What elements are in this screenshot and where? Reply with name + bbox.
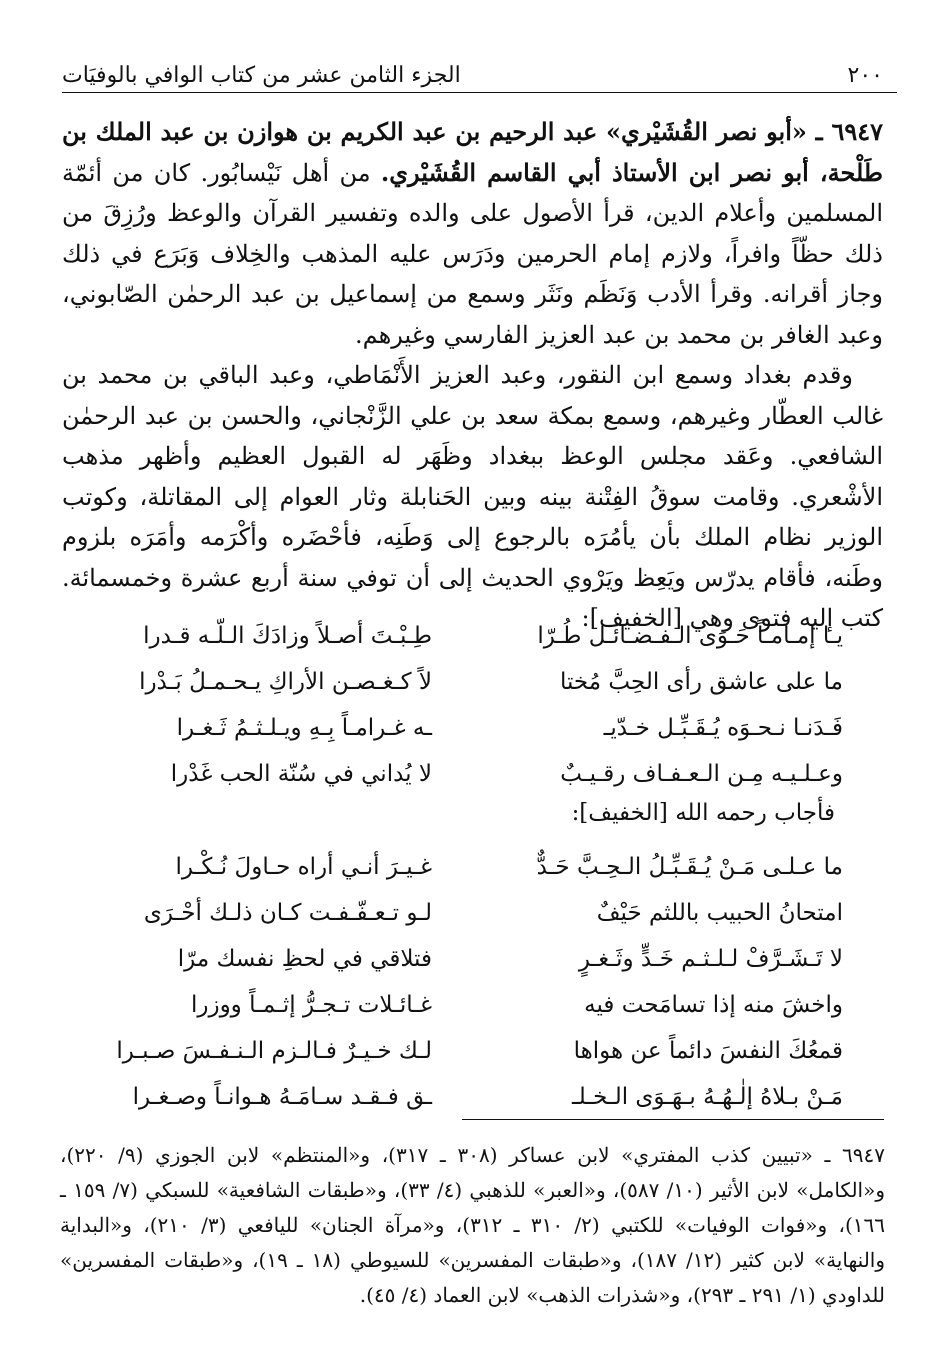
hemistich-second: ـق فـقـد سـامَـهُ هـوانـاً وصـغـرا <box>132 1084 432 1110</box>
poem-question <box>62 613 883 797</box>
hemistich-first: وعـلـيـه مِـن الـعـفـاف رقـيـبٌ <box>560 761 843 787</box>
verse <box>62 890 883 936</box>
verse <box>62 1074 883 1120</box>
entry-body <box>62 112 883 639</box>
verse <box>62 705 883 751</box>
verse <box>62 1028 883 1074</box>
hemistich-first: ما على عاشق رأى الحِبَّ مُختا <box>559 669 843 695</box>
hemistich-second: لاً كـغـصـن الأراكِ يـحـمـلُ بَـدْرا <box>139 669 432 695</box>
entry-paragraph-2: وقدم بغداد وسمع ابن النقور، وعبد العزيز الأَنْمَاطي، وعبد الباقي بن محمد بن غالب العطّار وغيرهم، وسمع بمكة سعد بن علي الزَّنْجاني، والحسن بن عبد الرحمٰن الشافعي. وعَقد مجلس الوعظ ببغداد وظَهَر له القبول العظيم وأظهر مذهب الأشْعري. وقامت سوقُ الفِتْنة بينه وبين الحَنابلة وثار العوام إلى المقاتلة، وكوتب الوزير نظام الملك بأن يأمُرَه بالرجوع إلى وَطَنِه، فأحْضَره وأكْرَمه وأمَرَه بلزوم وطَنه، فأقام يدرّس ويَعِظ ويَرْوي الحديث إلى أن توفي سنة أربع عشرة وخمسمائة. كتب إليه فتوى وهي [الخفيف]: <box>62 361 883 632</box>
verse <box>62 936 883 982</box>
hemistich-first: لا تَـشَـرَّفْ لـلـثـم خَـدٍّ وثَـغـرٍ <box>578 946 843 972</box>
header-divider <box>62 92 897 93</box>
verse <box>62 659 883 705</box>
hemistich-second: لـو تـعـفّـفـت كـان ذلـك أحْـرَى <box>143 900 432 926</box>
footnote: ٦٩٤٧ ـ «تبيين كذب المفتري» لابن عساكر (٣٠٨ ـ ٣١٧)، و«المنتظم» لابن الجوزي (٩/ ٢٢٠)، و«الكامل» لابن الأثير (١٠/ ٥٨٧)، و«العبر» للذهبي (٤/ ٣٣)، و«طبقات الشافعية» للسبكي (٧/ ١٥٩ ـ ١٦٦)، و«فوات الوفيات» للكتبي (٢/ ٣١٠ ـ ٣١٢)، و«مرآة الجنان» لليافعي (٣/ ٢١٠)، و«البداية والنهاية» لابن كثير (١٢/ ١٨٧)، و«طبقات المفسرين» للسيوطي (١٨ ـ ١٩)، و«طبقات المفسرين» للداودي (١/ ٢٩١ ـ ٢٩٣)، و«شذرات الذهب» لابن العماد (٤/ ٤٥). <box>60 1143 886 1307</box>
hemistich-first: واخشَ منه إذا تسامَحت فيه <box>584 992 843 1018</box>
hemistich-second: لـك خـيـرٌ فـالـزم الـنـفـسَ صـبـرا <box>116 1038 432 1064</box>
poem-answer <box>62 844 883 1120</box>
verse <box>62 613 883 659</box>
hemistich-first: ما عـلـى مَـنْ يُـقَـبِّـلُ الـحِـبَّ حَـدٌّ <box>536 854 843 880</box>
page-number: ٢٠٠ <box>847 63 883 88</box>
entry-paragraph-1-text: من أهل نَيْسابُور. كان من أئمّة المسلمين وأعلام الدين، قرأ الأصول على والده وتفسير القرآن والوعظ ورُزِقَ من ذلك حظّاً وافراً، ولازم إمام الحرمين ودَرَس عليه المذهب والخِلاف وَبَرَع في ذلك وجاز أقرانه. وقرأ الأدب وَنَظَم ونَثَر وسمع من إسماعيل بن عبد الرحمٰن الصّابوني، وعبد الغافر بن محمد بن عبد العزيز الفارسي وغيرهم. <box>62 158 883 349</box>
entry-title: ٦٩٤٧ ـ «أبو نصر القُشَيْري» عبد الرحيم بن عبد الكريم بن هوازن بن عبد الملك بن طَلْحة، أبو نصر ابن الأستاذ أبي القاسم القُشَيْري. <box>62 117 884 187</box>
hemistich-first: يـا إمـامـاً حَـوَى الـفـضـائـل طُـرّا <box>537 623 843 649</box>
answer-intro: فأجاب رحمه الله [الخفيف]: <box>571 800 835 826</box>
hemistich-second: فتلاقي في لحظِ نفسك مرّا <box>177 946 432 972</box>
verse <box>62 844 883 890</box>
entry-paragraph-1 <box>62 112 883 355</box>
hemistich-second: طِـبْـتَ أصـلاً وزادَكَ الـلّـه قـدرا <box>143 623 432 649</box>
hemistich-second: ـه غـرامـاً بِـهِ ويـلـثـمُ ثَـغـرا <box>176 715 432 741</box>
hemistich-first: مَـنْ بـلاهُ إلٰـهُـهُ بـهَـوَى الـخـلـ <box>572 1084 843 1110</box>
hemistich-second: غـائـلات تـجـرُّ إثـمـاً ووزرا <box>190 992 432 1018</box>
hemistich-first: فَـدَنـا نـحـوَه يُـقَـبِّـل خـدّيـ <box>603 715 843 741</box>
verse <box>62 982 883 1028</box>
running-title: الجزء الثامن عشر من كتاب الوافي بالوفيَات <box>62 63 461 88</box>
page-header <box>62 48 883 88</box>
hemistich-first: امتحانُ الحبيب باللثم حَيْفٌ <box>596 900 843 926</box>
verse <box>62 751 883 797</box>
hemistich-first: قمعُكَ النفسَ دائماً عن هواها <box>573 1038 843 1064</box>
hemistich-second: غـيـرَ أنـي أراه حـاولَ نُـكْـرا <box>175 854 432 880</box>
footnote-divider <box>462 1119 884 1120</box>
hemistich-second: لا يُداني في سُنّة الحب غَدْرا <box>170 761 432 787</box>
